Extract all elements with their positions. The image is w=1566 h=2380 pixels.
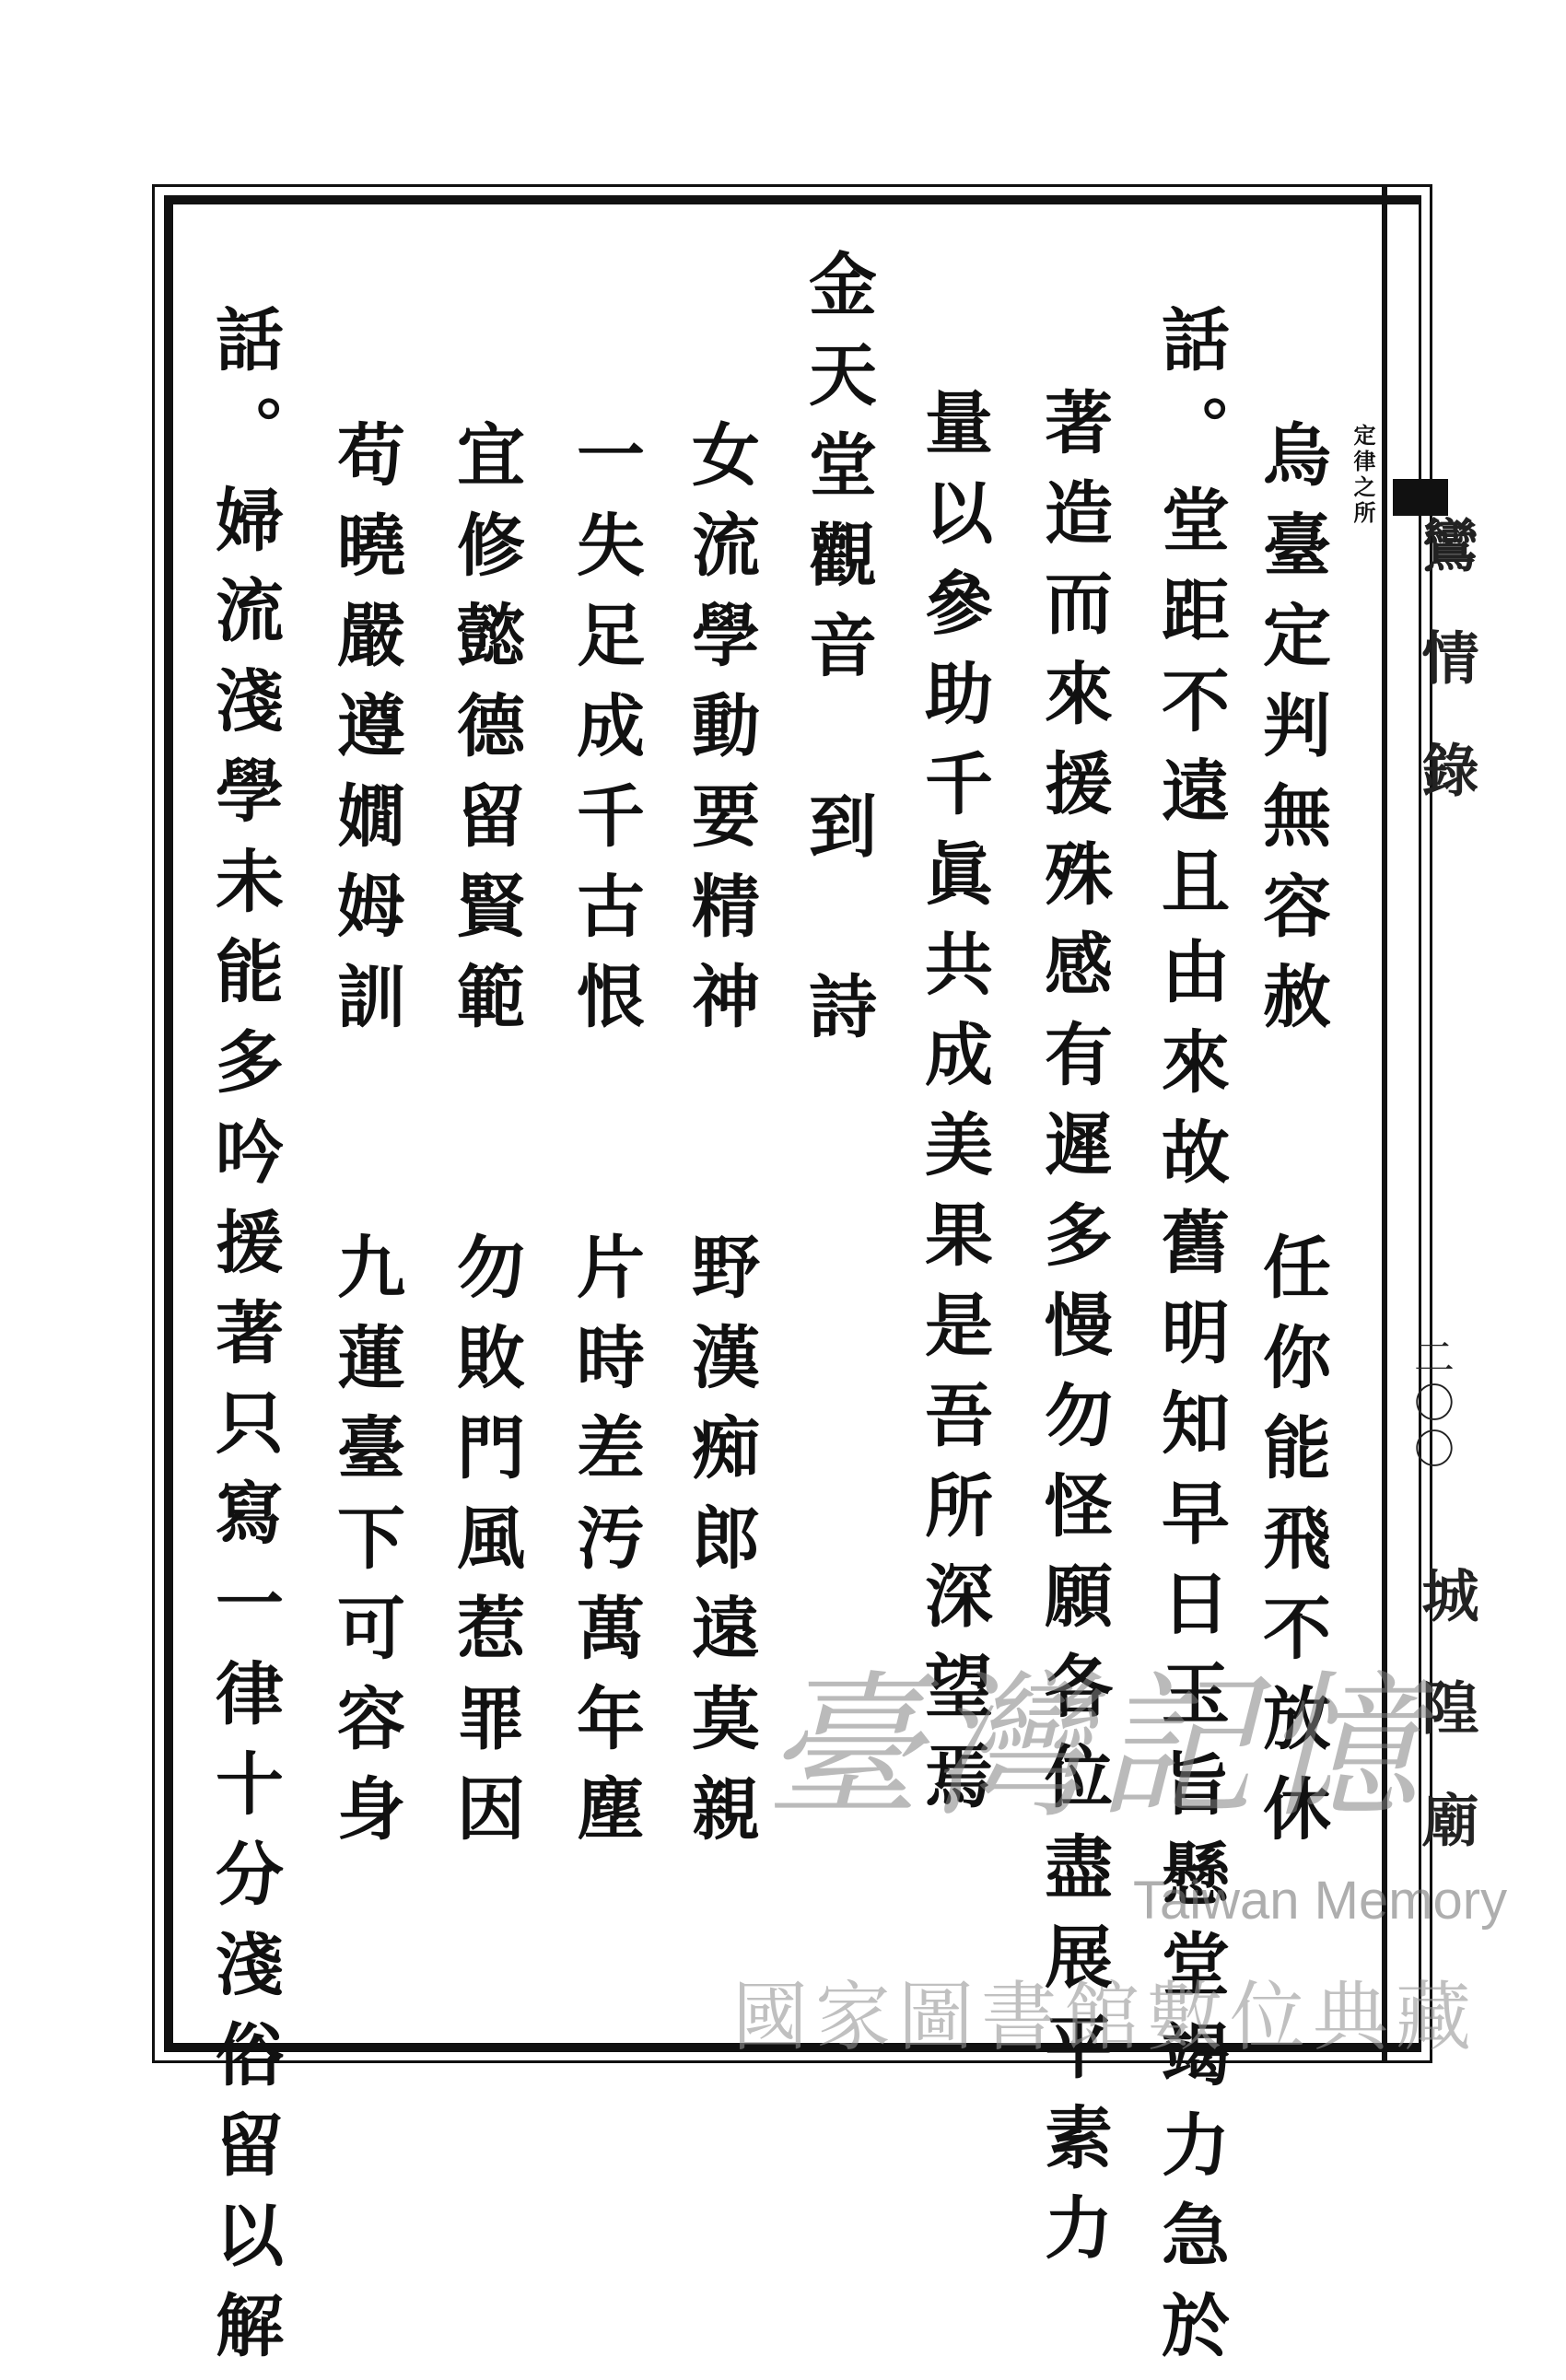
poem-line-2: 一失足成千古恨 片時差汚萬年塵 (566, 419, 645, 1863)
side-annotation: 定律之所 (1350, 424, 1376, 527)
text-column-10: 話。婦流淺學未能多吟援著只寫一律十分淺俗留以解 (205, 304, 284, 2380)
poem-line-4: 苟曉嚴遵嫺姆訓 九蓮臺下可容身 (326, 419, 405, 1863)
text-column-2: 話。堂距不遠且由來故舊明知早日玉旨懸堂竭力急於 (1151, 304, 1230, 2380)
margin-title: 鸞情錄 (1412, 516, 1479, 853)
margin-lower-title: 城隍廟 (1412, 1566, 1479, 1903)
text-column-4: 量以參助千眞共成美果是吾所深望焉 (914, 387, 993, 1831)
margin-fishtail-mark (1393, 479, 1448, 516)
poem-line-1: 女流學動要精神 野漢痴郎遠莫親 (681, 419, 760, 1863)
text-column-1: 烏臺定判無容赦 任你能飛不放休 (1252, 419, 1331, 1863)
watermark-english: Taiwan Memory (1133, 1871, 1508, 1931)
poem-line-3: 宜修懿德留賢範 勿敗門風惹罪因 (446, 419, 525, 1863)
watermark-logo-text: 臺灣記憶 (765, 1657, 1429, 1839)
watermark-caption: 國家圖書館數位典藏 (732, 1974, 1479, 2061)
heading-column: 金天堂觀音 到 詩 (798, 249, 877, 1061)
text-column-3: 著造而來援殊感有遲多慢勿怪願各位盡展平素力 (1034, 387, 1113, 2282)
page-number: 二〇〇 (1407, 1336, 1454, 1474)
